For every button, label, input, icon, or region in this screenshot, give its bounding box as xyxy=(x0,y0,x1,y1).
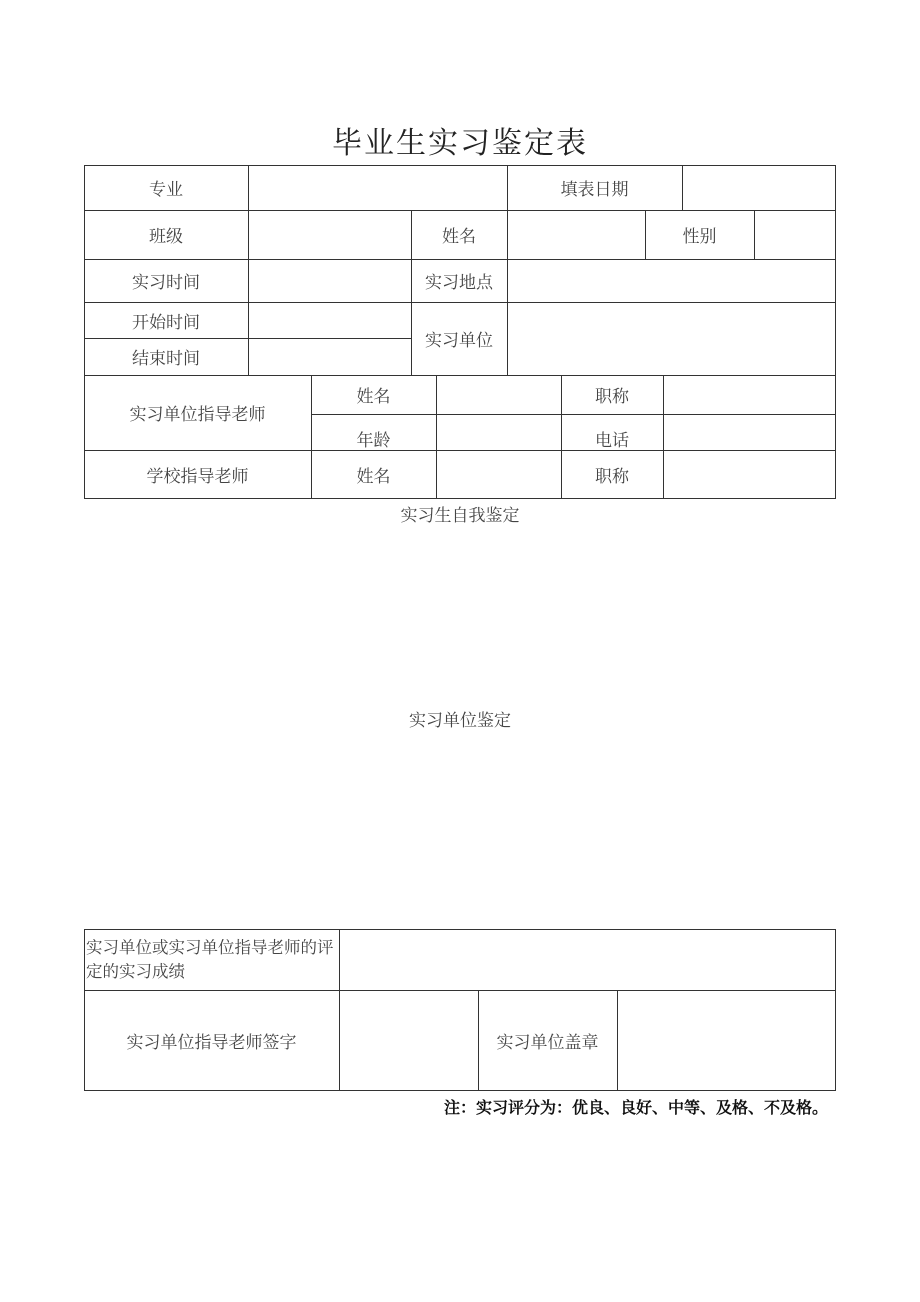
label-end-time: 结束时间 xyxy=(132,349,200,369)
label-gender: 性别 xyxy=(682,227,717,247)
label-mentor-title: 职称 xyxy=(595,387,629,407)
label-unit-mentor: 实习单位指导老师 xyxy=(129,405,266,425)
label-fill-date: 填表日期 xyxy=(560,180,629,200)
scoring-note: 注：实习评分为：优良、良好、中等、及格、不及格。 xyxy=(443,1098,828,1117)
label-intern-unit: 实习单位 xyxy=(425,331,493,351)
label-mentor-age: 年龄 xyxy=(356,430,391,451)
label-name: 姓名 xyxy=(442,227,476,247)
page-title: 毕业生实习鉴定表 xyxy=(332,126,588,161)
section-unit-evaluation: 实习单位鉴定 xyxy=(409,711,511,731)
label-school-name: 姓名 xyxy=(356,466,391,487)
label-mentor-name: 姓名 xyxy=(356,387,391,407)
label-mentor-signature: 实习单位指导老师签字 xyxy=(126,1032,297,1053)
label-intern-time: 实习时间 xyxy=(132,273,200,293)
label-start-time: 开始时间 xyxy=(132,312,200,333)
label-school-title: 职称 xyxy=(595,466,629,487)
section-self-evaluation: 实习生自我鉴定 xyxy=(400,506,520,526)
label-school-mentor: 学校指导老师 xyxy=(146,466,249,487)
label-unit-seal: 实习单位盖章 xyxy=(496,1032,599,1053)
label-major: 专业 xyxy=(149,180,183,200)
label-intern-place: 实习地点 xyxy=(425,273,493,293)
label-mentor-phone: 电话 xyxy=(595,430,629,451)
label-score: 实习单位或实习单位指导老师的评定的实习成绩 xyxy=(86,937,334,981)
label-class: 班级 xyxy=(149,227,183,247)
